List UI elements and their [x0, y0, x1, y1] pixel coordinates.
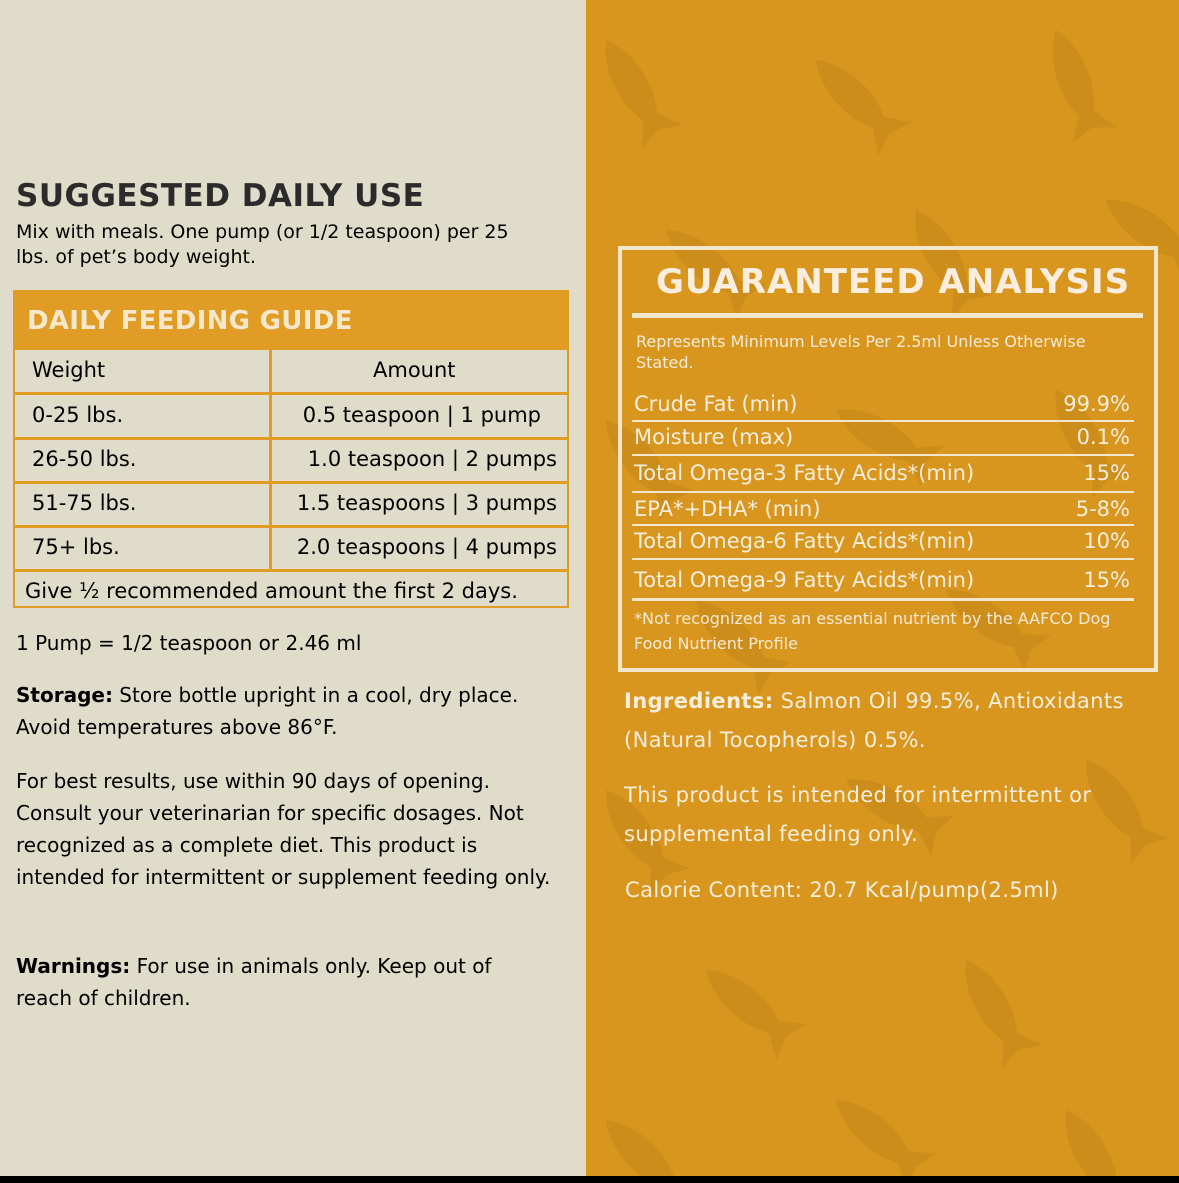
table-divider — [269, 350, 272, 572]
calorie-content: Calorie Content: 20.7 Kcal/pump(2.5ml) — [625, 878, 1059, 902]
table-cell-weight: 75+ lbs. — [32, 535, 120, 559]
analysis-name: EPA*+DHA* (min) — [634, 497, 821, 521]
analysis-name: Total Omega-3 Fatty Acids*(min) — [634, 461, 975, 485]
ingredients-text: Salmon Oil 99.5%, Antioxidants (Natural Tocopherols) 0.5%. — [624, 689, 1124, 752]
fish-icon — [589, 1103, 701, 1176]
warnings-paragraph — [16, 950, 546, 1014]
intended-use-paragraph: This product is intended for intermittent or supplemental feeding only. — [624, 783, 1092, 846]
analysis-value: 15% — [1083, 461, 1130, 485]
best-results-paragraph: For best results, use within 90 days of opening. Consult your veterinarian for specific dosages. Not recognized as a complete diet. This product is intended for intermittent or supplement feeding only. — [16, 769, 551, 889]
analysis-divider — [632, 598, 1134, 601]
analysis-row — [632, 458, 1134, 490]
fish-icon — [691, 952, 807, 1060]
analysis-name: Moisture (max) — [634, 425, 794, 449]
analysis-divider — [632, 491, 1134, 493]
table-cell-weight: 0-25 lbs. — [32, 403, 124, 427]
analysis-divider — [632, 558, 1134, 560]
analysis-name: Crude Fat (min) — [634, 392, 798, 416]
pump-conversion-note: 1 Pump = 1/2 teaspoon or 2.46 ml — [16, 631, 362, 655]
table-divider — [15, 392, 567, 395]
fish-icon — [946, 948, 1042, 1068]
analysis-title: GUARANTEED ANALYSIS — [656, 262, 1131, 302]
analysis-name: Total Omega-6 Fatty Acids*(min) — [634, 529, 975, 553]
analysis-footnote: *Not recognized as an essential nutrient by the AAFCO Dog Food Nutrient Profile — [634, 609, 1111, 653]
ingredients-label: Ingredients: — [624, 689, 774, 713]
fish-icon — [1034, 22, 1116, 143]
storage-label: Storage: — [16, 683, 113, 707]
feeding-guide-header — [15, 292, 567, 350]
column-header-amount: Amount — [373, 358, 456, 382]
warnings-text: For use in animals only. Keep out of reach of children. — [16, 954, 492, 1010]
column-header-weight: Weight — [32, 358, 106, 382]
table-divider — [15, 569, 567, 572]
fish-icon — [1046, 1098, 1142, 1176]
table-cell-amount: 1.5 teaspoons | 3 pumps — [296, 491, 557, 515]
analysis-title-rule — [632, 313, 1143, 318]
table-cell-amount: 0.5 teaspoon | 1 pump — [302, 403, 541, 427]
fish-icon — [799, 43, 911, 155]
feeding-guide-title: DAILY FEEDING GUIDE — [27, 306, 353, 336]
storage-text: Store bottle upright in a cool, dry place. Avoid temperatures above 86°F. — [16, 683, 519, 739]
ingredients-paragraph — [624, 682, 1144, 760]
fish-icon — [586, 28, 682, 148]
warnings-label: Warnings: — [16, 954, 131, 978]
analysis-divider — [632, 454, 1134, 456]
table-cell-weight: 51-75 lbs. — [32, 491, 137, 515]
analysis-name: Total Omega-9 Fatty Acids*(min) — [634, 568, 975, 592]
analysis-row — [632, 494, 1134, 526]
usage-subtitle: Mix with meals. One pump (or 1/2 teaspoon) per 25 lbs. of pet’s body weight. — [16, 221, 509, 268]
table-divider — [15, 437, 567, 440]
analysis-row — [632, 422, 1134, 454]
page-title: SUGGESTED DAILY USE — [16, 178, 425, 214]
table-divider — [15, 481, 567, 484]
table-cell-weight: 26-50 lbs. — [32, 447, 137, 471]
analysis-value: 0.1% — [1076, 425, 1130, 449]
fish-icon — [821, 1082, 937, 1176]
table-divider — [15, 525, 567, 528]
analysis-value: 10% — [1083, 529, 1130, 553]
analysis-row — [632, 526, 1134, 558]
analysis-row — [632, 565, 1134, 597]
analysis-row — [632, 389, 1134, 421]
analysis-value: 99.9% — [1063, 392, 1130, 416]
table-footer-note: Give ½ recommended amount the first 2 days. — [25, 579, 518, 603]
analysis-note: Represents Minimum Levels Per 2.5ml Unless Otherwise Stated. — [636, 332, 1086, 372]
feeding-guide-table — [13, 290, 569, 608]
analysis-value: 5-8% — [1075, 497, 1130, 521]
analysis-value: 15% — [1083, 568, 1130, 592]
table-cell-amount: 1.0 teaspoon | 2 pumps — [307, 447, 557, 471]
storage-paragraph — [16, 679, 561, 743]
table-cell-amount: 2.0 teaspoons | 4 pumps — [296, 535, 557, 559]
